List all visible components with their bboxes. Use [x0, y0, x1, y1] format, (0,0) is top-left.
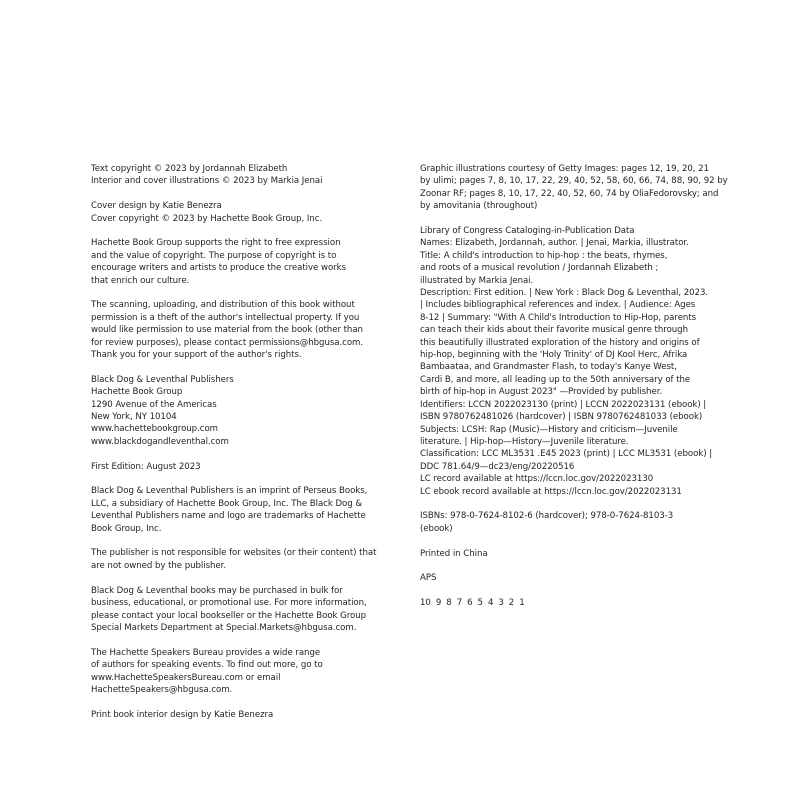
text-line: LC record available at https://lccn.loc.gov/2022023130: [420, 474, 654, 485]
text-line: Subjects: LCSH: Rap (Music)—History and criticism—Juvenile: [420, 424, 678, 435]
left-block-7: [91, 485, 391, 535]
text-line: Title: A child's introduction to hip-hop : the beats, rhymes,: [420, 250, 668, 261]
printing-number: 8: [446, 598, 452, 609]
text-line: by amovitania (throughout): [420, 201, 538, 212]
text-line: | Includes bibliographical references and index. | Audience: Ages: [420, 300, 696, 311]
text-line: by ulimi; pages 7, 8, 10, 17, 22, 29, 40, 52, 58, 60, 66, 74, 88, 90, 92 by: [420, 176, 728, 187]
text-line: www.hachettebookgroup.com: [91, 424, 218, 435]
text-line: LC ebook record available at https://lccn.loc.gov/2022023131: [420, 486, 682, 497]
text-line: Cover copyright © 2023 by Hachette Book Group, Inc.: [91, 213, 323, 224]
text-line: Cardi B, and more, all leading up to the 50th anniversary of the: [420, 374, 691, 385]
text-line: DDC 781.64/9—dc23/eng/20220516: [420, 461, 575, 472]
text-line: APS: [420, 573, 437, 584]
printing-number-line: [420, 597, 720, 609]
text-line: Description: First edition. | New York : Black Dog & Leventhal, 2023.: [420, 288, 709, 299]
text-line: Zoonar RF; pages 8, 10, 17, 22, 40, 52, 60, 74 by OliaFedorovsky; and: [420, 188, 719, 199]
printing-number: 7: [456, 598, 463, 609]
right-block-4: [420, 548, 720, 560]
text-line: Black Dog & Leventhal Publishers: [91, 374, 234, 385]
right-column: [420, 163, 728, 622]
text-line: Cover design by Katie Benezra: [91, 201, 222, 212]
printing-number: 2: [508, 598, 515, 609]
text-line: HachetteSpeakers@hbgusa.com.: [91, 684, 233, 695]
printing-number: 6: [467, 598, 473, 609]
text-line: Classification: LCC ML3531 .E45 2023 (print) | LCC ML3531 (ebook) |: [420, 449, 713, 460]
text-line: Leventhal Publishers name and logo are trademarks of Hachette: [91, 511, 366, 522]
text-line: for review purposes), please contact permissions@hbgusa.com.: [91, 337, 364, 348]
text-line: Black Dog & Leventhal books may be purchased in bulk for: [91, 585, 343, 596]
text-line: Interior and cover illustrations © 2023 by Markia Jenai: [91, 176, 323, 187]
text-line: LLC, a subsidiary of Hachette Book Group, Inc. The Black Dog &: [91, 498, 362, 509]
printing-number: 10: [420, 598, 431, 609]
left-block-9: [91, 585, 391, 635]
text-line: birth of hip-hop in August 2023" —Provided by publisher.: [420, 387, 663, 398]
text-line: Hachette Book Group: [91, 387, 183, 398]
left-block-4: [91, 299, 391, 361]
text-line: Black Dog & Leventhal Publishers is an imprint of Perseus Books,: [91, 486, 368, 497]
text-line: ISBNs: 978-0-7624-8102-6 (hardcover); 978-0-7624-8103-3: [420, 511, 674, 522]
text-line: Names: Elizabeth, Jordannah, author. | Jenai, Markia, illustrator.: [420, 238, 689, 249]
left-block-11: [91, 709, 391, 721]
text-line: The scanning, uploading, and distribution of this book without: [91, 300, 355, 311]
text-line: and roots of a musical revolution / Jordannah Elizabeth ;: [420, 263, 659, 274]
text-line: Thank you for your support of the author's rights.: [91, 350, 302, 361]
printing-number: 9: [435, 598, 442, 609]
left-block-1: [91, 163, 391, 188]
printing-number: 4: [487, 598, 494, 609]
printing-number: 1: [519, 598, 525, 609]
text-line: Book Group, Inc.: [91, 523, 162, 534]
right-block-5: [420, 572, 720, 584]
text-line: encourage writers and artists to produce the creative works: [91, 263, 347, 274]
text-line: are not owned by the publisher.: [91, 560, 227, 571]
text-line: illustrated by Markia Jenai.: [420, 275, 534, 286]
right-block-3: [420, 510, 720, 535]
left-block-6: [91, 461, 391, 473]
text-line: ISBN 9780762481026 (hardcover) | ISBN 9780762481033 (ebook): [420, 412, 703, 423]
text-line: The Hachette Speakers Bureau provides a wide range: [91, 647, 321, 658]
text-line: Text copyright © 2023 by Jordannah Elizabeth: [91, 164, 288, 174]
left-block-3: [91, 237, 391, 287]
text-line: would like permission to use material from the book (other than: [91, 325, 363, 336]
left-block-2: [91, 200, 391, 225]
text-line: and the value of copyright. The purpose of copyright is to: [91, 250, 337, 261]
text-line: 1290 Avenue of the Americas: [91, 399, 217, 410]
right-block-2: [420, 225, 720, 498]
text-line: Printed in China: [420, 548, 488, 559]
text-line: New York, NY 10104: [91, 412, 177, 423]
left-block-10: [91, 647, 391, 697]
text-line: literature. | Hip-hop—History—Juvenile literature.: [420, 436, 629, 447]
text-line: Identifiers: LCCN 2022023130 (print) | LCCN 2022023131 (ebook) |: [420, 399, 707, 410]
text-line: (ebook): [420, 523, 453, 534]
text-line: The publisher is not responsible for websites (or their content) that: [91, 548, 377, 559]
text-line: hip-hop, beginning with the 'Holy Trinity' of DJ Kool Herc, Afrika: [420, 350, 688, 361]
text-line: permission is a theft of the author's intellectual property. If you: [91, 312, 360, 323]
left-column: [91, 163, 391, 734]
text-line: Graphic illustrations courtesy of Getty Images: pages 12, 19, 20, 21: [420, 164, 709, 174]
text-line: www.HachetteSpeakersBureau.com or email: [91, 672, 281, 683]
printing-number: 5: [477, 598, 483, 609]
text-line: can teach their kids about their favorite musical genre through: [420, 325, 688, 336]
text-line: Hachette Book Group supports the right to free expression: [91, 238, 341, 249]
text-line: please contact your local bookseller or the Hachette Book Group: [91, 610, 367, 621]
text-line: Special Markets Department at Special.Markets@hbgusa.com.: [91, 622, 357, 633]
text-line: business, educational, or promotional use. For more information,: [91, 598, 367, 609]
text-line: that enrich our culture.: [91, 275, 190, 286]
text-line: Library of Congress Cataloging-in-Publication Data: [420, 226, 635, 237]
text-line: this beautifully illustrated exploration of the history and origins of: [420, 337, 700, 348]
printing-number: 3: [498, 598, 504, 609]
text-line: Bambaataa, and Grandmaster Flash, to today's Kanye West,: [420, 362, 677, 373]
right-block-1: [420, 163, 728, 213]
text-line: 8-12 | Summary: "With A Child's Introduction to Hip-Hop, parents: [420, 312, 697, 323]
text-line: www.blackdogandleventhal.com: [91, 436, 229, 447]
left-block-8: [91, 547, 391, 572]
text-line: Print book interior design by Katie Benezra: [91, 709, 274, 720]
left-block-5: [91, 374, 391, 448]
text-line: of authors for speaking events. To find out more, go to: [91, 660, 323, 671]
text-line: First Edition: August 2023: [91, 461, 201, 472]
